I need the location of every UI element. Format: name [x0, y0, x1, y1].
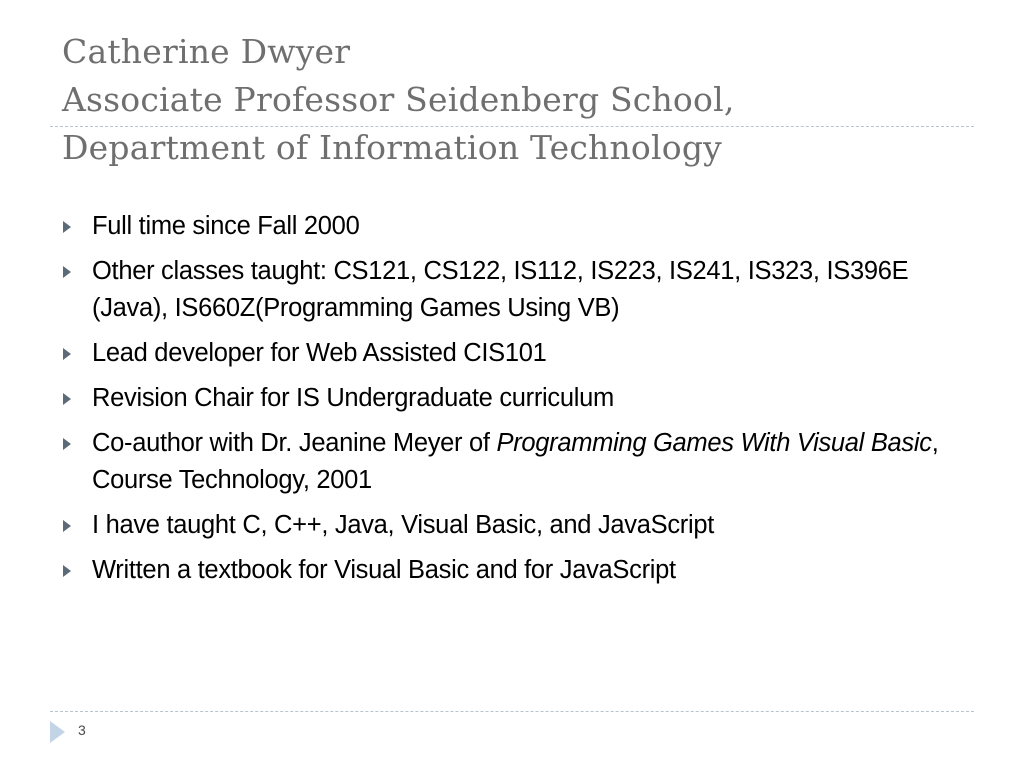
bullet-text-segment: Full time since Fall 2000	[92, 212, 360, 240]
bullet-text	[92, 339, 547, 367]
bullet-text-italic-segment: Programming Games With Visual Basic	[496, 429, 932, 457]
title-line-position: Associate Professor Seidenberg School,	[62, 80, 735, 119]
bullet-arrow-icon	[63, 565, 71, 577]
bullet-text	[92, 384, 614, 412]
bullet-item	[58, 425, 968, 499]
bullet-item	[58, 335, 968, 372]
bullet-text-segment: Co-author with Dr. Jeanine Meyer of	[92, 429, 497, 457]
title-line-department: Department of Information Technology	[62, 128, 722, 167]
bullet-arrow-icon	[63, 438, 71, 450]
bullet-arrow-icon	[63, 520, 71, 532]
bullet-item	[58, 507, 968, 544]
bullet-item	[58, 253, 968, 327]
bullet-text-segment: I have taught C, C++, Java, Visual Basic, and JavaScript	[92, 511, 714, 539]
bullet-arrow-icon	[63, 348, 71, 360]
bullet-text	[92, 212, 359, 240]
bullet-arrow-icon	[63, 266, 71, 278]
bullet-text-segment: Revision Chair for IS Undergraduate curriculum	[92, 384, 614, 412]
slide-title	[62, 28, 992, 172]
bullet-text-segment: Other classes taught: CS121, CS122, IS112, IS223, IS241, IS323, IS396E (Java), IS660Z(Programming Games Using VB)	[92, 257, 909, 322]
bullet-text-segment: Written a textbook for Visual Basic and for JavaScript	[92, 556, 676, 584]
bullet-list	[58, 208, 968, 597]
bullet-text	[92, 429, 938, 494]
bullet-item	[58, 208, 968, 245]
page-number: 3	[78, 722, 86, 738]
bullet-arrow-icon	[63, 393, 71, 405]
footer-divider	[50, 711, 974, 712]
bullet-item	[58, 380, 968, 417]
bullet-arrow-icon	[63, 221, 71, 233]
title-line-name: Catherine Dwyer	[62, 32, 351, 71]
title-divider	[50, 126, 974, 127]
bullet-text	[92, 511, 714, 539]
bullet-text	[92, 556, 676, 584]
bullet-text-segment: Lead developer for Web Assisted CIS101	[92, 339, 547, 367]
footer-arrow-icon	[50, 721, 65, 743]
bullet-item	[58, 552, 968, 589]
bullet-text-segment: , Course Technology, 2001	[92, 429, 939, 494]
bullet-text	[92, 257, 908, 322]
